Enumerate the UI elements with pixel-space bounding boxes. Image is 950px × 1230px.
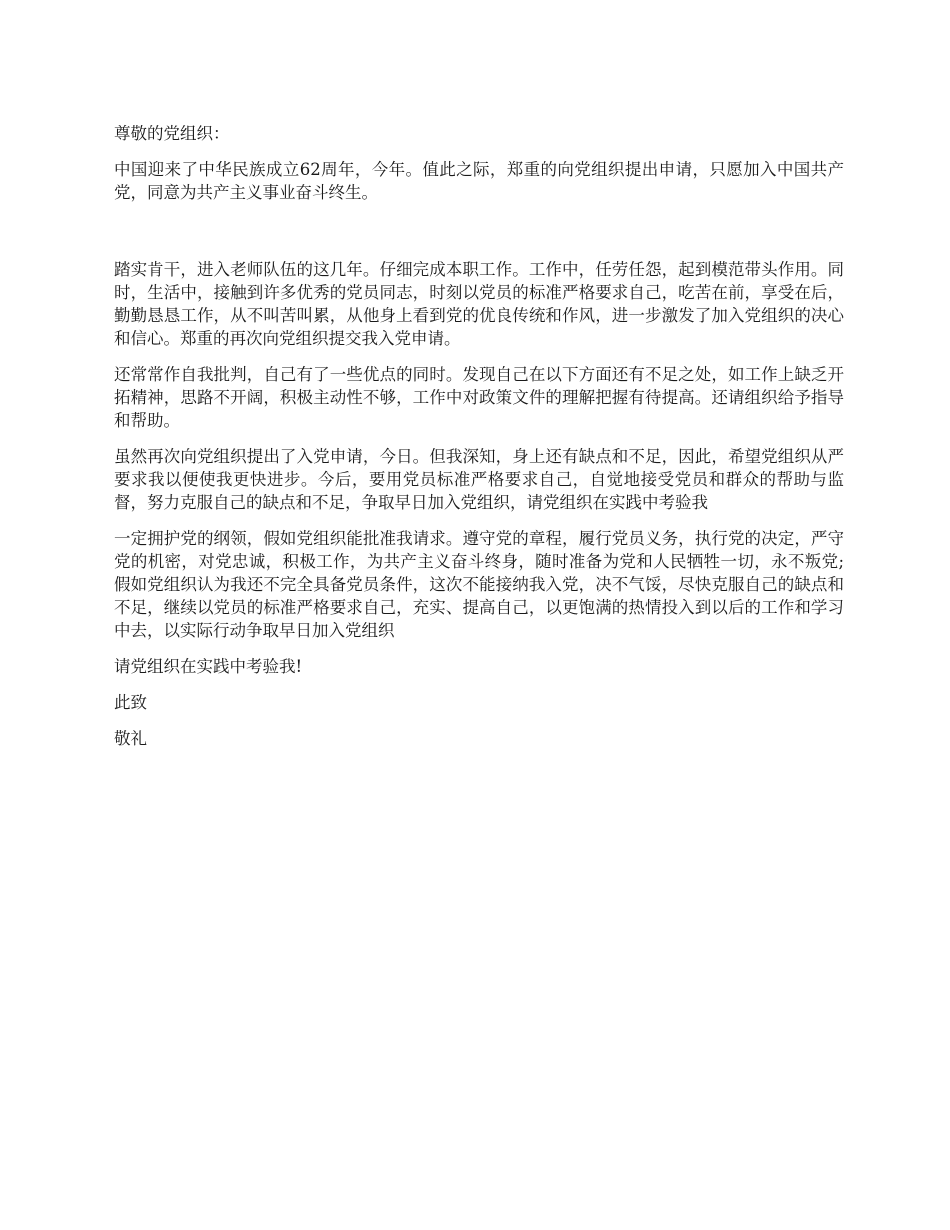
closing-line-2: 敬礼	[114, 729, 147, 748]
letter-body	[114, 122, 844, 763]
salutation: 尊敬的党组织：	[114, 124, 230, 143]
paragraph-3: 还常常作自我批判，自己有了一些优点的同时。发现自己在以下方面还有不足之处，如工作上缺乏开拓精神，思路不开阔，积极主动性不够，工作中对政策文件的理解把握有待提高。还请组织给予指导和帮助。	[114, 365, 844, 430]
paragraph-1: 中国迎来了中华民族成立62周年，今年。值此之际，郑重的向党组织提出申请，只愿加入中国共产党，同意为共产主义事业奋斗终生。	[114, 160, 844, 202]
paragraph-2: 踏实肯干，进入老师队伍的这几年。仔细完成本职工作。工作中，任劳任怨，起到模范带头作用。同时，生活中，接触到许多优秀的党员同志，时刻以党员的标准严格要求自己，吃苦在前，享受在后，勤勤恳恳工作，从不叫苦叫累，从他身上看到党的优良传统和作风，进一步激发了加入党组织的决心和信心。郑重的再次向党组织提交我入党申请。	[114, 260, 844, 348]
closing-line-1: 此致	[114, 693, 147, 712]
paragraph-4: 虽然再次向党组织提出了入党申请，今日。但我深知，身上还有缺点和不足，因此，希望党组织从严要求我以便使我更快进步。今后，要用党员标准严格要求自己，自觉地接受党员和群众的帮助与监督，努力克服自己的缺点和不足，争取早日加入党组织，请党组织在实践中考验我	[114, 447, 844, 512]
paragraph-6: 请党组织在实践中考验我!	[114, 657, 303, 676]
paragraph-5: 一定拥护党的纲领，假如党组织能批准我请求。遵守党的章程，履行党员义务，执行党的决定，严守党的机密，对党忠诚，积极工作，为共产主义奋斗终身，随时准备为党和人民牺牲一切，永不叛党;假如党组织认为我还不完全具备党员条件，这次不能接纳我入党，决不气馁，尽快克服自己的缺点和不足，继续以党员的标准严格要求自己，充实、提高自己，以更饱满的热情投入到以后的工作和学习中去，以实际行动争取早日加入党组织	[114, 529, 844, 640]
